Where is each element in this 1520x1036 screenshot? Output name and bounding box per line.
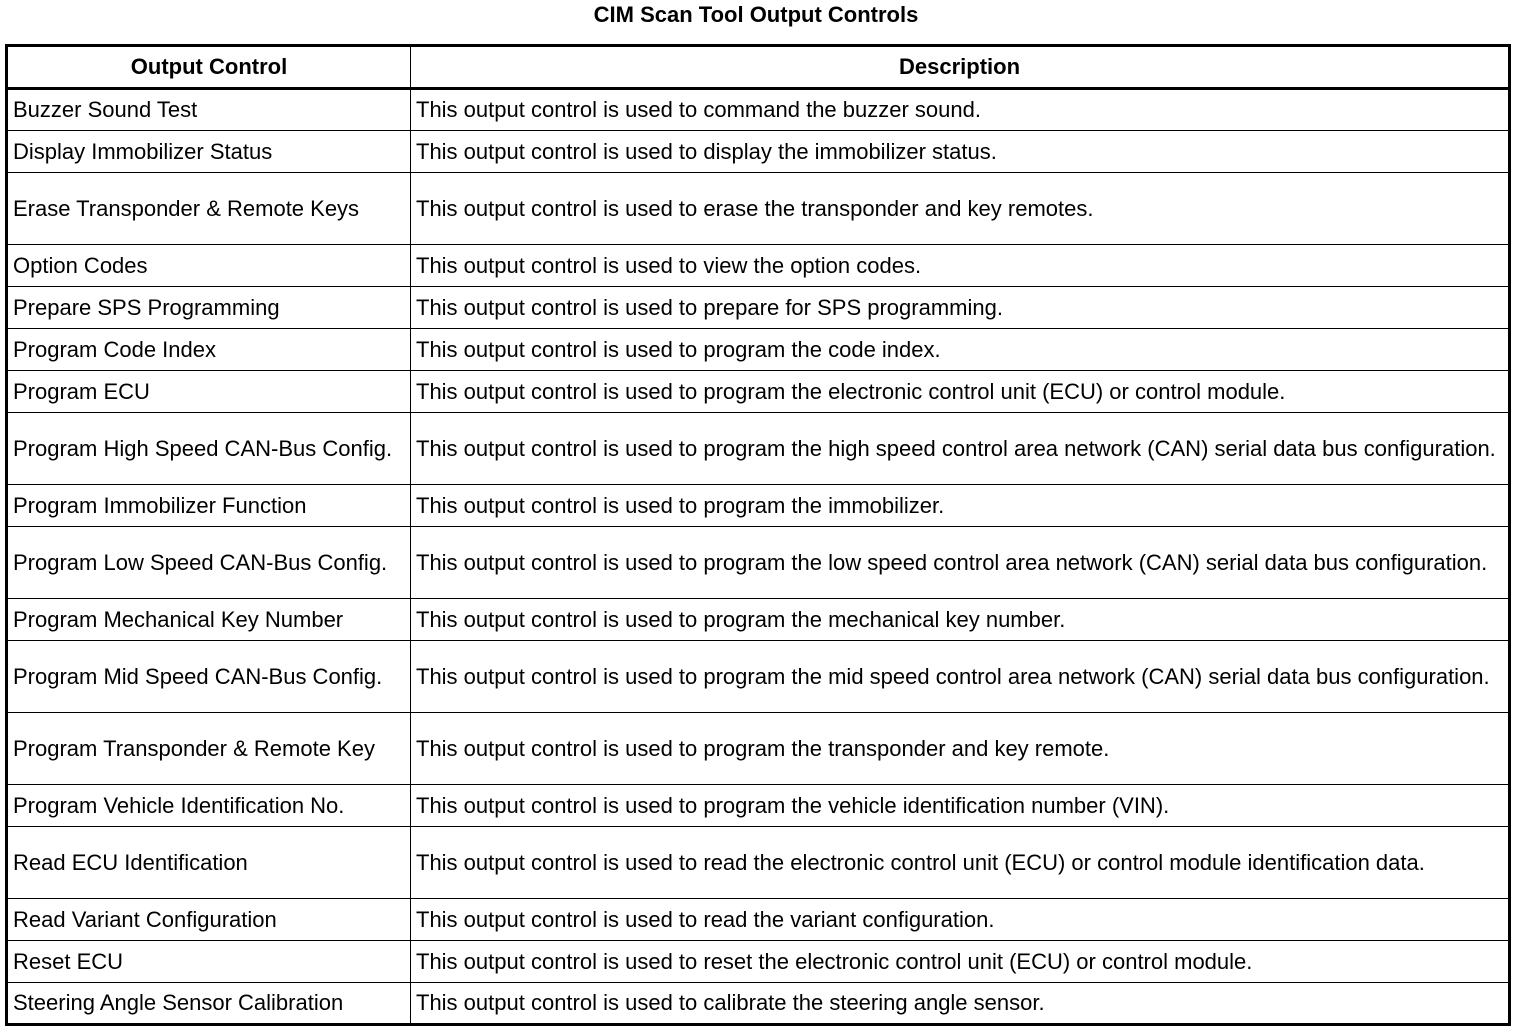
output-control-cell: Display Immobilizer Status: [7, 131, 411, 173]
description-cell: This output control is used to program the high speed control area network (CAN) serial data bus configuration.: [411, 413, 1510, 485]
table-row: [7, 287, 1510, 329]
description-cell: This output control is used to view the option codes.: [411, 245, 1510, 287]
table-row: [7, 89, 1510, 131]
description-cell: This output control is used to program the mid speed control area network (CAN) serial data bus configuration.: [411, 641, 1510, 713]
table-row: [7, 941, 1510, 983]
description-cell: This output control is used to prepare for SPS programming.: [411, 287, 1510, 329]
description-cell: This output control is used to program the transponder and key remote.: [411, 713, 1510, 785]
description-cell: This output control is used to program the vehicle identification number (VIN).: [411, 785, 1510, 827]
table-row: [7, 899, 1510, 941]
description-cell: This output control is used to program the electronic control unit (ECU) or control module.: [411, 371, 1510, 413]
description-cell: This output control is used to read the electronic control unit (ECU) or control module identification data.: [411, 827, 1510, 899]
table-row: [7, 713, 1510, 785]
table-row: [7, 245, 1510, 287]
output-control-cell: Read ECU Identification: [7, 827, 411, 899]
table-header-row: [7, 46, 1510, 89]
page-title: CIM Scan Tool Output Controls: [593, 2, 919, 27]
table-row: [7, 599, 1510, 641]
output-control-cell: Program High Speed CAN-Bus Config.: [7, 413, 411, 485]
table-row: [7, 827, 1510, 899]
table-row: [7, 641, 1510, 713]
output-controls-table: [5, 44, 1511, 1026]
description-cell: This output control is used to erase the transponder and key remotes.: [411, 173, 1510, 245]
description-cell: This output control is used to display the immobilizer status.: [411, 131, 1510, 173]
table-row: [7, 371, 1510, 413]
description-cell: This output control is used to program the low speed control area network (CAN) serial data bus configuration.: [411, 527, 1510, 599]
output-control-cell: Program ECU: [7, 371, 411, 413]
output-control-cell: Program Code Index: [7, 329, 411, 371]
description-cell: This output control is used to program the code index.: [411, 329, 1510, 371]
table-row: [7, 527, 1510, 599]
table-row: [7, 413, 1510, 485]
description-cell: This output control is used to read the variant configuration.: [411, 899, 1510, 941]
output-control-cell: Program Vehicle Identification No.: [7, 785, 411, 827]
description-cell: This output control is used to reset the electronic control unit (ECU) or control module.: [411, 941, 1510, 983]
output-control-cell: Reset ECU: [7, 941, 411, 983]
output-control-cell: Buzzer Sound Test: [7, 89, 411, 131]
output-control-cell: Program Transponder & Remote Key: [7, 713, 411, 785]
description-cell: This output control is used to program the immobilizer.: [411, 485, 1510, 527]
output-control-cell: Option Codes: [7, 245, 411, 287]
output-control-cell: Program Immobilizer Function: [7, 485, 411, 527]
output-control-cell: Steering Angle Sensor Calibration: [7, 983, 411, 1025]
table-row: [7, 329, 1510, 371]
column-header-description: Description: [411, 46, 1510, 89]
description-cell: This output control is used to program the mechanical key number.: [411, 599, 1510, 641]
output-control-cell: Prepare SPS Programming: [7, 287, 411, 329]
column-header-output-control: Output Control: [7, 46, 411, 89]
description-cell: This output control is used to command the buzzer sound.: [411, 89, 1510, 131]
table-row: [7, 485, 1510, 527]
table-row: [7, 983, 1510, 1025]
table-row: [7, 173, 1510, 245]
description-cell: This output control is used to calibrate the steering angle sensor.: [411, 983, 1510, 1025]
table-row: [7, 785, 1510, 827]
output-control-cell: Program Mechanical Key Number: [7, 599, 411, 641]
table-row: [7, 131, 1510, 173]
output-control-cell: Program Mid Speed CAN-Bus Config.: [7, 641, 411, 713]
output-control-cell: Program Low Speed CAN-Bus Config.: [7, 527, 411, 599]
output-control-cell: Erase Transponder & Remote Keys: [7, 173, 411, 245]
output-control-cell: Read Variant Configuration: [7, 899, 411, 941]
table-body: [7, 89, 1510, 1025]
